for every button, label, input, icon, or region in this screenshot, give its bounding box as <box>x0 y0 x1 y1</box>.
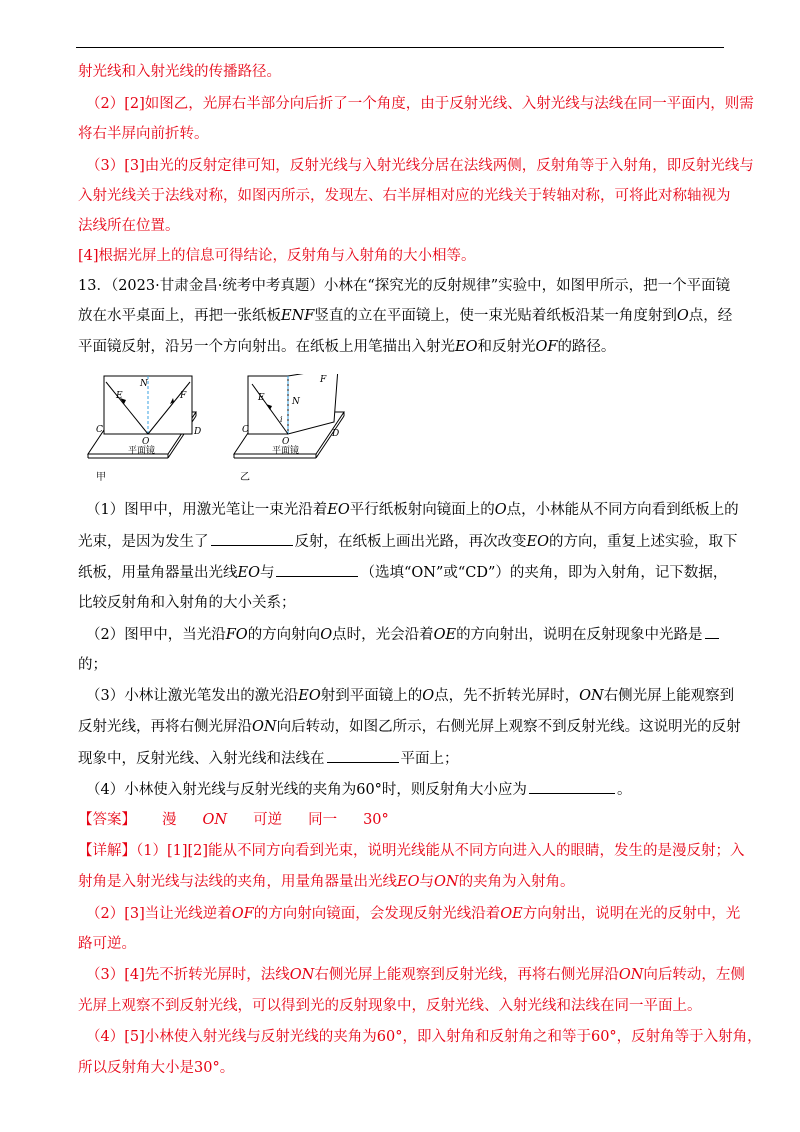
detail-label: 【详解】 <box>78 843 136 859</box>
blank-2[interactable] <box>276 562 358 577</box>
yi-label-i: i <box>280 415 283 424</box>
q13-part4-line-1: （4）小林使入射光线与反射光线的夹角为60°时，则反射角大小应为 。 <box>86 779 631 800</box>
detail-line-2: 射角是入射光线与法线的夹角，用量角器量出光线EO与ON的夹角为入射角。 <box>78 874 575 890</box>
prev-explanation-line-1: 射光线和入射光线的传播路径。 <box>78 64 281 80</box>
figure-jia <box>88 376 201 483</box>
prev-explanation-line-7: [4]根据光屏上的信息可得结论，反射角与入射角的大小相等。 <box>78 248 476 264</box>
yi-label-o: O <box>282 437 290 447</box>
blank-1[interactable] <box>211 531 293 546</box>
jia-caption: 甲 <box>96 472 106 483</box>
jia-label-n: N <box>140 379 148 389</box>
blank-5[interactable] <box>529 779 615 794</box>
yi-caption: 乙 <box>240 472 250 483</box>
yi-label-f: F <box>320 375 327 385</box>
q13-part1-line-3: 纸板，用量角器量出光线EO与 （选填“ON”或“CD”）的夹角，即为入射角，记下数据， <box>78 562 727 583</box>
answer-label: 【答案】 <box>78 812 136 828</box>
q13-part2-line-1: （2）图甲中，当光沿FO的方向射向O点时，光会沿着OE的方向射出，说明在反射现象中光路是 <box>86 624 721 645</box>
jia-label-e: E <box>116 391 123 401</box>
mirror-experiment-figure <box>76 374 366 490</box>
detail-line-5: （3）[4]先不折转光屏时，法线ON右侧光屏上能观察到反射光线，再将右侧光屏沿ON向后转动，左侧 <box>86 967 745 983</box>
detail-line-4: 路可逆。 <box>78 936 136 952</box>
jia-mirror-label: 平面镜 <box>128 446 156 456</box>
blank-3[interactable] <box>705 624 719 639</box>
jia-label-c: C <box>96 425 103 435</box>
prev-explanation-line-3: 将右半屏向前折转。 <box>78 126 209 142</box>
prev-explanation-line-4: （3）[3]由光的反射定律可知，反射光线与入射光线分居在法线两侧，反射角等于入射角，即反射光线与 <box>86 158 754 174</box>
answer-item: 同一 <box>308 812 338 828</box>
jia-label-o: O <box>142 437 150 447</box>
q13-part1-line-1: （1）图甲中，用激光笔让一束光沿着EO平行纸板射向镜面上的O点，小林能从不同方向看到纸板上的 <box>86 502 739 518</box>
prev-explanation-line-2: （2）[2]如图乙，光屏右半部分向后折了一个角度，由于反射光线、入射光线与法线在同一平面内，则需 <box>86 96 754 112</box>
yi-label-n: N <box>292 397 300 407</box>
detail-line-3: （2）[3]当让光线逆着OF的方向射向镜面，会发现反射光线沿着OE方向射出，说明在光的反射中，光 <box>86 906 741 922</box>
answer-item: ON <box>202 812 228 828</box>
header-rule <box>76 47 724 48</box>
answer-item: 漫 <box>162 812 177 828</box>
yi-mirror-label: 平面镜 <box>272 446 300 456</box>
q13-part3-line-2: 反射光线，再将右侧光屏沿ON向后转动，如图乙所示，右侧光屏上观察不到反射光线。这说明光的反射 <box>78 719 741 735</box>
blank-4[interactable] <box>327 748 399 763</box>
prev-explanation-line-5: 入射光线关于法线对称，如图丙所示，发现左、右半屏相对应的光线关于转轴对称，可将此对称轴视为 <box>78 188 731 204</box>
yi-label-d: D <box>332 429 340 439</box>
detail-line-6: 光屏上观察不到反射光线，可以得到光的反射现象中，反射光线、入射光线和法线在同一平面上。 <box>78 998 702 1014</box>
answer-item: 可逆 <box>253 812 283 828</box>
answer-item: 30° <box>363 812 389 828</box>
jia-paper-board <box>104 376 192 434</box>
q13-part2-line-2: 的； <box>78 657 107 673</box>
detail-line-1: 【详解】（1）[1][2]能从不同方向看到光束，说明光线能从不同方向进入人的眼睛，发生的是漫反射；入 <box>78 843 745 859</box>
prev-explanation-line-6: 法线所在位置。 <box>78 218 180 234</box>
answer-line <box>78 810 389 830</box>
question-13-stem-line-3: 平面镜反射，沿另一个方向射出。在纸板上用笔描出入射光EO和反射光OF的路径。 <box>78 339 616 355</box>
question-13-stem-line-2: 放在水平桌面上，再把一张纸板ENF竖直的立在平面镜上，使一束光贴着纸板沿某一角度射到O点，经 <box>78 308 733 324</box>
question-13-stem-line-1: 13．（2023·甘肃金昌·统考中考真题）小林在“探究光的反射规律”实验中，如图甲所示，把一个平面镜 <box>78 278 731 294</box>
yi-label-c: C <box>242 425 249 435</box>
jia-label-d: D <box>194 427 202 437</box>
detail-line-7: （4）[5]小林使入射光线与反射光线的夹角为60°，即入射角和反射角之和等于60°，反射角等于入射角， <box>86 1029 762 1045</box>
detail-line-8: 所以反射角大小是30°。 <box>78 1060 235 1076</box>
q13-part3-line-3: 现象中，反射光线、入射光线和法线在 平面上； <box>78 748 459 769</box>
q13-part1-line-2: 光束，是因为发生了 反射，在纸板上画出光路，再次改变EO的方向，重复上述实验，取下 <box>78 531 737 552</box>
yi-label-e: E <box>258 393 265 403</box>
q13-part1-line-4: 比较反射角和入射角的大小关系； <box>78 595 296 611</box>
jia-label-f: F <box>180 391 187 401</box>
figure-yi <box>234 374 344 483</box>
q13-part3-line-1: （3）小林让激光笔发出的激光沿EO射到平面镜上的O点，先不折转光屏时，ON右侧光屏上能观察到 <box>86 688 735 704</box>
